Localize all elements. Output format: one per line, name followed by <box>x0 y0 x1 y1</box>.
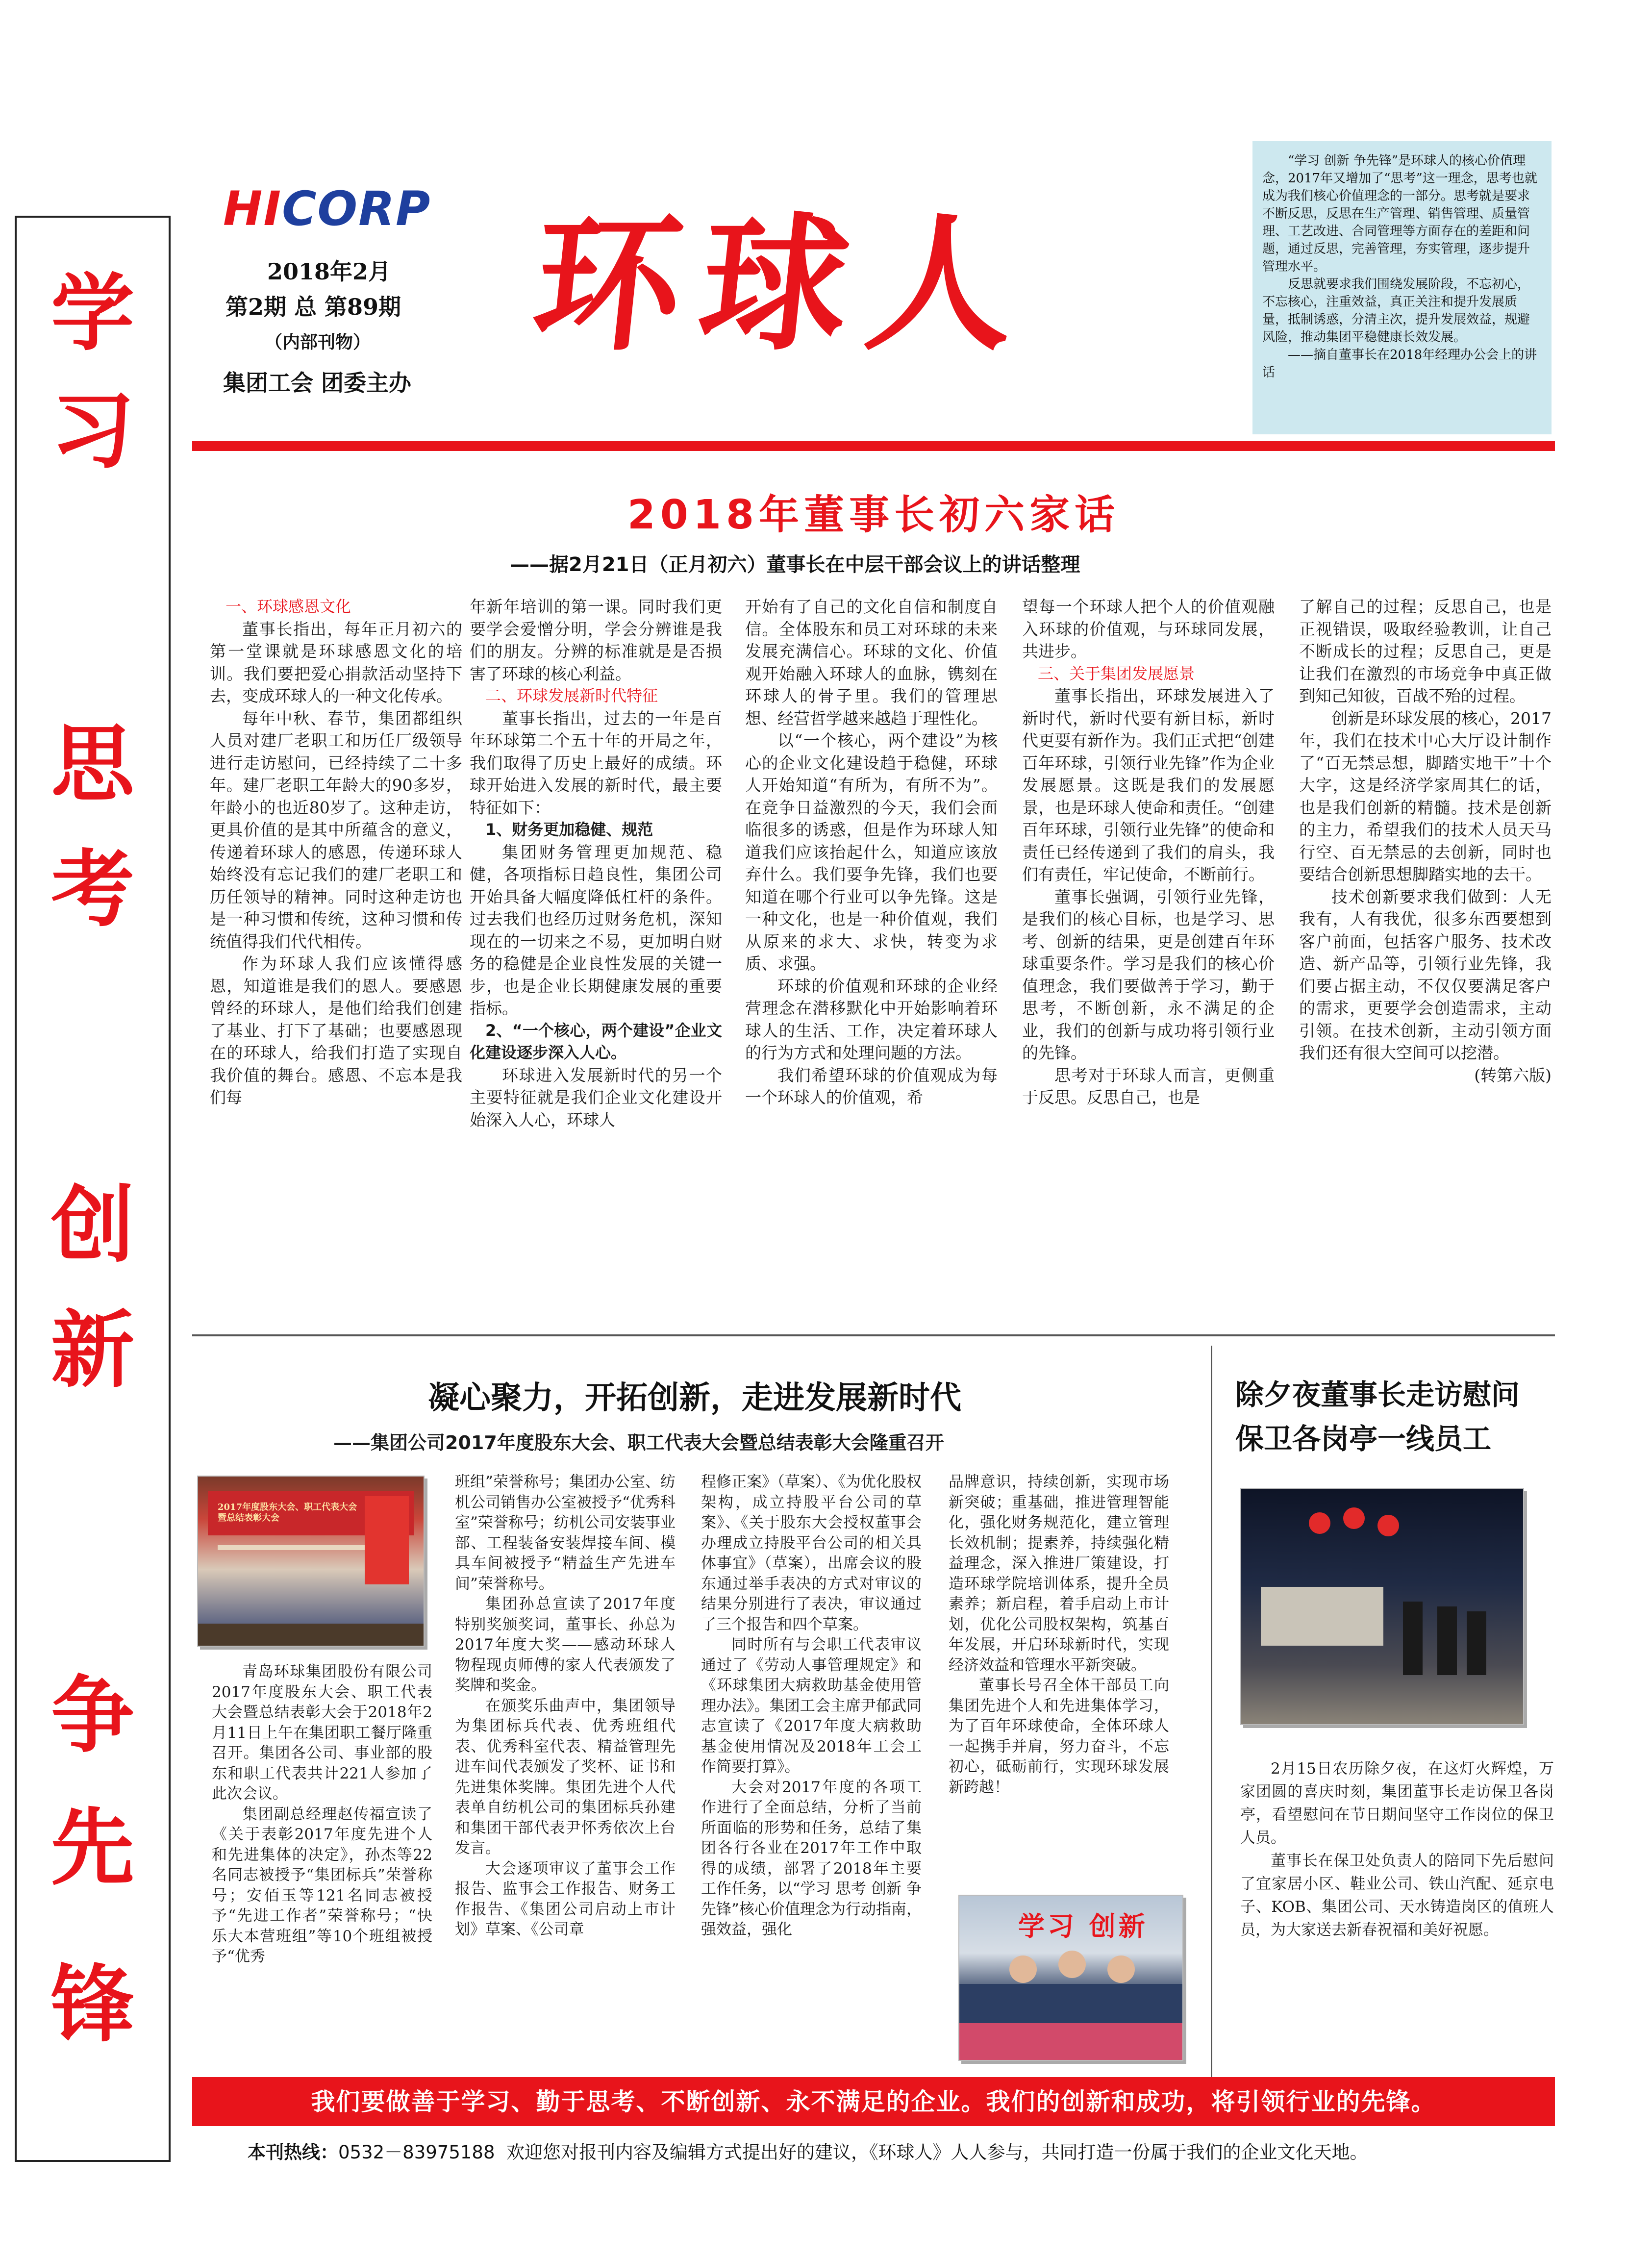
side-slogan-char: 先 <box>50 1799 134 1897</box>
paragraph: 董事长在保卫处负责人的陪同下先后慰问了宜家居小区、鞋业公司、铁山汽配、延京电子、KOB、集团公司、天水铸造岗区的值班人员，为大家送去新春祝福和美好祝愿。 <box>1240 1852 1554 1939</box>
issue-number: 第2期 总 第89期 <box>225 294 401 320</box>
paragraph: 大会对2017年度的各项工作进行了全面总结，分析了当前所面临的形势和任务，总结了集团各行各业在2017年工作中取得的成绩，部署了2018年主要工作任务，以“学习 思考 创新 争先锋”核心价值理念为行动指南，强效益，强化 <box>701 1778 922 1938</box>
paragraph: 了解自己的过程；反思自己，也是正视错误，吸取经验教训，让自己不断成长的过程；反思自己，更是让我们在激烈的市场竞争中真正做到知己知彼，百战不殆的过程。 <box>1299 597 1552 705</box>
paragraph: 品牌意识，持续创新，实现市场新突破；重基础，推进管理智能化，强化财务规范化，建立管理长效机制；提素养，持续强化精益理念，深入推进厂策建设，打造环球学院培训体系，提升全员素养；新启程，着手启动上市计划，优化公司股权架构，筑基百年发展，开启环球新时代，实现经济效益和管理水平新突破。 <box>949 1473 1169 1674</box>
paragraph: 以“一个核心，两个建设”为核心的企业文化建设趋于稳健，环球人开始知道“有所为，有所不为”。在竞争日益激烈的今天，我们会面临很多的诱惑，但是作为环球人知道我们应该抬起什么，知道应该放弃什么。我们要争先锋，我们也要知道在哪个行业可以争先锋。这是一种文化，也是一种价值观，我们从原来的求大、求快，转变为求质、求强。 <box>745 731 998 973</box>
photo-sign-text: 学习 创新 <box>1018 1910 1148 1942</box>
paragraph: 技术创新要求我们做到：人无我有，人有我优，很多东西要想到客户前面，包括客户服务、技术改造、新产品等，引领行业先锋，我们要占据主动，不仅仅要满足客户的需求，更要学会创造需求，主动引领。在技术创新，主动引领方面我们还有很大空间可以挖潜。 <box>1299 887 1552 1062</box>
photo-banner-text: 2017年度股东大会、职工代表大会暨总结表彰大会 <box>218 1502 357 1523</box>
paragraph: 班组”荣誉称号；集团办公室、纺机公司销售办公室被授予“优秀科室”荣誉称号；纺机公司安装事业部、工程装备安装焊接车间、模具车间被授予“精益生产先进车间”荣誉称号。 <box>455 1473 676 1593</box>
paragraph: 创新是环球发展的核心，2017年，我们在技术中心大厅设计制作了“百无禁忌想，脚踏实地干”十个大字，这是经济学家周其仁的话，也是我们创新的精髓。技术是创新的主力，希望我们的技术人员天马行空、百无禁忌的去创新，同时也要结合创新思想脚踏实地的去干。 <box>1299 708 1552 884</box>
paragraph: 我们希望环球的价值观成为每一个环球人的价值观，希 <box>745 1065 998 1107</box>
paragraph: 程修正案》（草案）、《为优化股权架构，成立持股平台公司的草案》、《关于股东大会授权董事会办理成立持股平台公司的相关具体事宜》（草案），出席会议的股东通过举手表决的方式对审议的结果分别进行了表决，审议通过了三个报告和四个草案。 <box>701 1473 922 1633</box>
article3-title-line: 除夕夜董事长走访慰问 <box>1235 1378 1520 1411</box>
hotline-label: 本刊热线： <box>248 2142 338 2163</box>
paragraph: 环球进入发展新时代的另一个主要特征就是我们企业文化建设开始深入人心，环球人 <box>470 1065 722 1129</box>
footer-text: 欢迎您对报刊内容及编辑方式提出好的建议，《环球人》人人参与，共同打造一份属于我们的企业文化天地。 <box>506 2142 1368 2163</box>
paragraph: 董事长号召全体干部员工向集团先进个人和先进集体学习，为了百年环球使命，全体环球人一起携手并肩，努力奋斗，不忘初心，砥砺前行，实现环球发展新跨越！ <box>949 1677 1169 1796</box>
article-column-2 <box>470 596 722 1331</box>
internal-publication-label: （内部刊物） <box>265 332 371 352</box>
paragraph: 集团孙总宣读了2017年度特别奖颁奖词，董事长、孙总为2017年度大奖——感动环球人物程现贞师傅的家人代表颁发了奖牌和奖金。 <box>455 1595 676 1694</box>
side-slogan-char: 创 <box>50 1176 134 1274</box>
article3-title-line: 保卫各岗亭一线员工 <box>1235 1422 1492 1455</box>
paragraph: 大会逐项审议了董事会工作报告、监事会工作报告、财务工作报告、《集团公司启动上市计划》草案、《公司章 <box>455 1859 676 1938</box>
paragraph: 董事长指出，每年正月初六的第一堂课就是环球感恩文化的培训。我们要把爱心捐款活动坚持下去，变成环球人的一种文化传承。 <box>210 619 462 705</box>
sub-heading: 1、财务更加稳健、规范 <box>485 820 653 839</box>
side-slogan-char: 新 <box>50 1301 134 1399</box>
article2-title: 凝心聚力，开拓创新，走进发展新时代 <box>428 1380 961 1416</box>
quote-paragraph: 反思就要求我们围绕发展阶段，不忘初心，不忘核心，注重效益，真正关注和提升发展质量，抵制诱惑，分清主次，提升发展效益，规避风险，推动集团平稳健康长效发展。 <box>1262 277 1530 345</box>
article2-subtitle: ——集团公司2017年度股东大会、职工代表大会暨总结表彰大会隆重召开 <box>333 1432 944 1454</box>
footer <box>248 2137 1368 2164</box>
speakers-photo <box>958 1895 1183 2061</box>
paragraph: 董事长强调，引领行业先锋，是我们的核心目标，也是学习、思考、创新的结果，更是创建百年环球重要条件。学习是我们的核心价值理念，我们要做善于学习，勤于思考，不断创新，永不满足的企业，我们的创新与成功将引领行业的先锋。 <box>1022 887 1275 1062</box>
article3-body <box>1240 1757 1554 1942</box>
quote-box <box>1252 141 1552 434</box>
sub-heading: 2、“一个核心，两个建设”企业文化建设逐步深入人心。 <box>470 1021 722 1062</box>
quote-attribution: ——摘自董事长在2018年经理办公会上的讲话 <box>1262 348 1537 380</box>
side-slogan-char: 锋 <box>50 1955 134 2054</box>
sponsor-label: 集团工会 团委主办 <box>223 370 412 396</box>
paragraph: 董事长指出，过去的一年是百年环球第二个五十年的开局之年，我们取得了历史上最好的成绩。环球开始进入发展的新时代，最主要特征如下： <box>470 708 722 817</box>
article2-column-3 <box>701 1472 922 2063</box>
article2-column-2 <box>455 1472 676 2063</box>
column-divider <box>1211 1346 1212 2079</box>
section-divider <box>192 1334 1555 1336</box>
paragraph: 同时所有与会职工代表审议通过了《劳动人事管理规定》和《环球集团大病救助基金使用管理办法》。集团工会主席尹郁武同志宣读了《2017年度大病救助基金使用情况及2018年工会工作简要打算》。 <box>701 1636 922 1776</box>
paragraph: 集团财务管理更加规范、稳健，各项指标日趋良性，集团公司开始具备大幅度降低杠杆的条件。过去我们也经历过财务危机，深知现在的一切来之不易，更加明白财务的稳健是企业良性发展的关键一步，也是企业长期健康发展的重要指标。 <box>470 842 722 1018</box>
article-column-5 <box>1299 596 1552 1331</box>
night-patrol-photo <box>1240 1488 1524 1725</box>
side-slogan-char: 考 <box>50 840 134 938</box>
paragraph: 在颁奖乐曲声中，集团领导为集团标兵代表、优秀班组代表、优秀科室代表、精益管理先进车间代表颁发了奖杯、证书和先进集体奖牌。集团先进个人代表单自纺机公司的集团标兵孙建和集团干部代表尹怀秀依次上台发言。 <box>455 1697 676 1857</box>
paragraph: 作为环球人我们应该懂得感恩，知道谁是我们的恩人。要感恩曾经的环球人，是他们给我们创建了基业、打下了基础；也要感恩现在的环球人，给我们打造了实现自我价值的舞台。感恩、不忘本是我们每 <box>210 954 462 1107</box>
paragraph: 青岛环球集团股份有限公司2017年度股东大会、职工代表大会暨总结表彰大会于2018年2月11日上午在集团职工餐厅隆重召开。集团各公司、事业部的股东和职工代表共计221人参加了此次会议。 <box>212 1663 432 1803</box>
side-slogan-char: 思 <box>50 715 134 813</box>
section-heading: 一、环球感恩文化 <box>225 597 351 616</box>
section-heading: 二、环球发展新时代特征 <box>485 686 658 705</box>
paragraph: 集团副总经理赵传福宣读了《关于表彰2017年度先进个人和先进集体的决定》，孙杰等22名同志被授予“集团标兵”荣誉称号；安佰玉等121名同志被授予“先进工作者”荣誉称号；“快乐大本营班组”等10个班组被授予“优秀 <box>212 1805 432 1965</box>
side-slogan-char: 学 <box>50 264 134 362</box>
article3-title <box>1235 1373 1559 1461</box>
paragraph: 思考对于环球人而言，更侧重于反思。反思自己，也是 <box>1022 1065 1275 1107</box>
paragraph: 年新年培训的第一课。同时我们更要学会爱憎分明，学会分辨谁是我们的朋友。分辨的标准就是是否损害了环球的核心利益。 <box>470 597 722 683</box>
meeting-photo <box>197 1476 425 1647</box>
paragraph: 开始有了自己的文化自信和制度自信。全体股东和员工对环球的未来发展充满信心。环球的文化、价值观开始融入环球人的血脉，镌刻在环球人的骨子里。我们的管理思想、经营哲学越来越趋于理性化。 <box>745 597 998 728</box>
bottom-slogan-banner: 我们要做善于学习、勤于思考、不断创新、永不满足的企业。我们的创新和成功，将引领行业的先锋。 <box>192 2077 1555 2126</box>
company-logo: HICORP <box>223 181 431 236</box>
paragraph: 董事长指出，环球发展进入了新时代，新时代要有新目标，新时代更要有新作为。我们正式把“创建百年环球，引领行业先锋”作为企业发展愿景。这既是我们的发展愿景，也是环球人使命和责任。“创建百年环球，引领行业先锋”的使命和责任已经传递到了我们的肩头，我们有责任，牢记使命，不断前行。 <box>1022 686 1275 884</box>
night-patrol-photo-illustration <box>1241 1489 1523 1724</box>
quote-paragraph: “学习 创新 争先锋”是环球人的核心价值理念，2017年又增加了“思考”这一理念，思考也就成为我们核心价值理念的一部分。思考就是要求不断反思，反思在生产管理、销售管理、质量管理、工艺改进、合同管理等方面存在的差距和问题，通过反思，完善管理，夯实管理，逐步提升管理水平。 <box>1262 153 1537 274</box>
main-article-subtitle: ——据2月21日（正月初六）董事长在中层干部会议上的讲话整理 <box>510 553 1080 576</box>
side-slogan-char: 习 <box>50 382 134 480</box>
article-column-4 <box>1022 596 1275 1331</box>
paragraph: 每年中秋、春节，集团都组织人员对建厂老职工和历任厂级领导进行走访慰问，已经持续了二十多年。建厂老职工年龄大的90多岁，年龄小的也近80岁了。这种走访，更具价值的是其中所蕴含的意义，传递着环球人的感恩，传递环球人始终没有忘记我们的建厂老职工和历任领导的精神。同时这种走访也是一种习惯和传统，这种习惯和传统值得我们代代相传。 <box>210 708 462 951</box>
article2-column-1 <box>212 1662 432 2064</box>
side-slogan-char: 争 <box>50 1666 134 1764</box>
paragraph: 2月15日农历除夕夜，在这灯火辉煌，万家团圆的喜庆时刻，集团董事长走访保卫各岗亭，看望慰问在节日期间坚守工作岗位的保卫人员。 <box>1240 1760 1554 1847</box>
issue-date: 2018年2月 <box>267 258 391 285</box>
paragraph: 环球的价值观和环球的企业经营理念在潜移默化中开始影响着环球人的生活、工作，决定着环球人的行为方式和处理问题的方法。 <box>745 976 998 1062</box>
article-column-3 <box>745 596 998 1331</box>
section-heading: 三、关于集团发展愿景 <box>1038 664 1195 683</box>
article-column-1 <box>210 596 462 1331</box>
main-article-title: 2018年董事长初六家话 <box>627 492 1120 538</box>
paragraph: 望每一个环球人把个人的价值观融入环球的价值观，与环球同发展，共进步。 <box>1022 597 1275 661</box>
article2-column-4 <box>949 1472 1169 1884</box>
masthead-divider <box>192 441 1555 451</box>
side-slogan-box <box>15 216 171 2162</box>
continued-note: (转第六版) <box>1474 1065 1552 1085</box>
hotline-number: 0532－83975188 <box>338 2142 495 2163</box>
newspaper-title: 环球人 <box>525 198 1044 371</box>
